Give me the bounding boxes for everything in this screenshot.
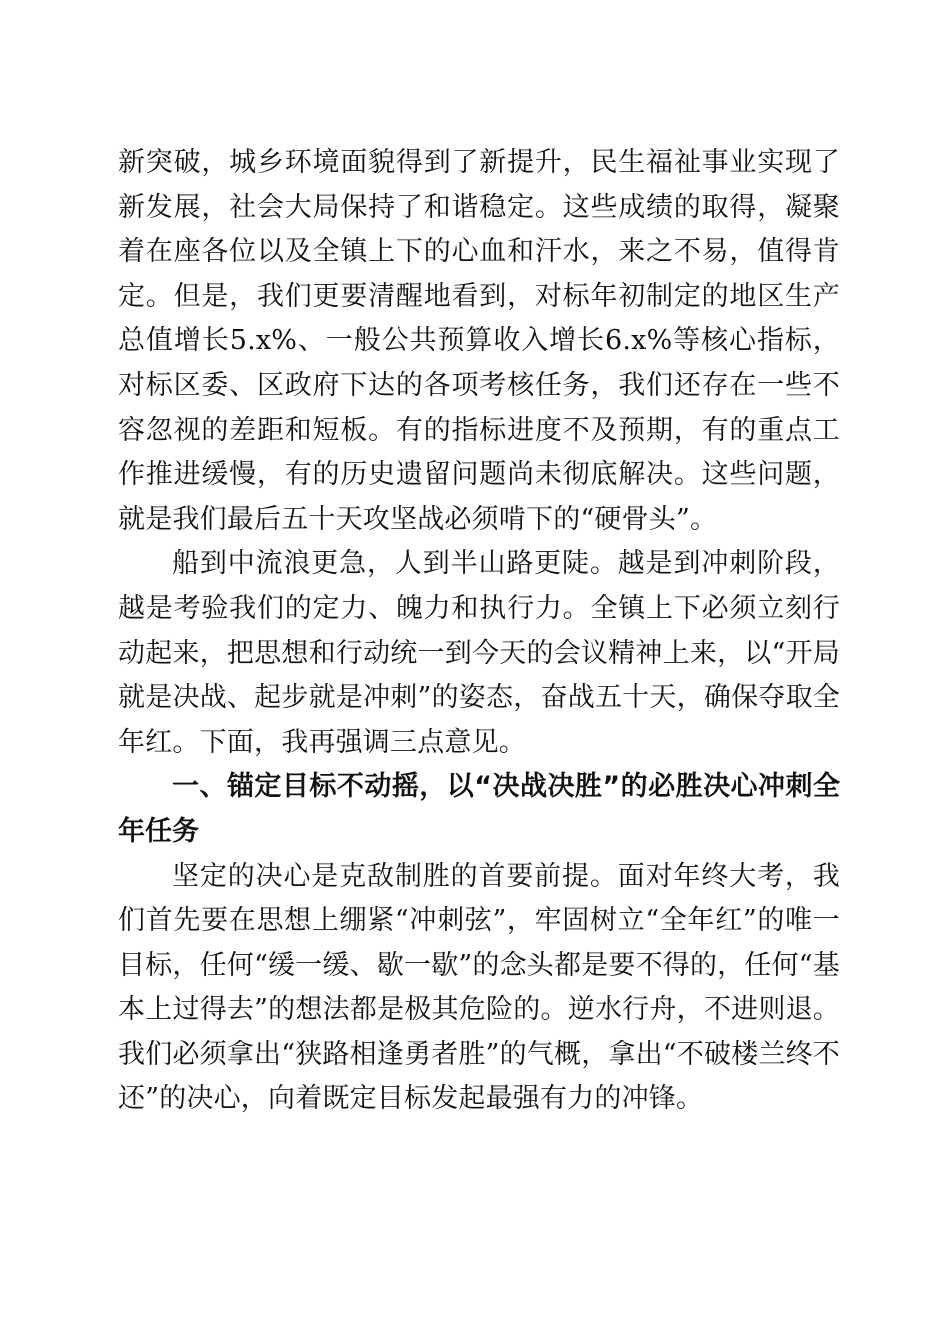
section-heading-1: 一、锚定目标不动摇，以“决战决胜”的必胜决心冲刺全年任务 [118,771,840,847]
body-paragraph-3: 坚定的决心是克敌制胜的首要前提。面对年终大考，我们首先要在思想上绷紧“冲刺弦”，牢固树立“全年红”的唯一目标，任何“缓一缓、歇一歇”的念头都是要不得的，任何“基本上过得去”的想法都是极其危险的。逆水行舟，不进则退。我们必须拿出“狭路相逢勇者胜”的气概，拿出“不破楼兰终不还”的决心，向着既定目标发起最强有力的冲锋。 [118,860,841,1115]
document-body [118,141,840,1122]
body-paragraph-2: 船到中流浪更急，人到半山路更陡。越是到冲刺阶段，越是考验我们的定力、魄力和执行力。全镇上下必须立刻行动起来，把思想和行动统一到今天的会议精神上来，以“开局就是决战、起步就是冲刺”的姿态，奋战五十天，确保夺取全年红。下面，我再强调三点意见。 [118,548,840,758]
body-paragraph-1: 新突破，城乡环境面貌得到了新提升，民生福祉事业实现了新发展，社会大局保持了和谐稳定。这些成绩的取得，凝聚着在座各位以及全镇上下的心血和汗水，来之不易，值得肯定。但是，我们更要清醒地看到，对标年初制定的地区生产总值增长5.x%、一般公共预算收入增长6.x%等核心指标，对标区委、区政府下达的各项考核任务，我们还存在一些不容忽视的差距和短板。有的指标进度不及预期，有的重点工作推进缓慢，有的历史遗留问题尚未彻底解决。这些问题，就是我们最后五十天攻坚战必须啃下的“硬骨头”。 [118,147,840,535]
